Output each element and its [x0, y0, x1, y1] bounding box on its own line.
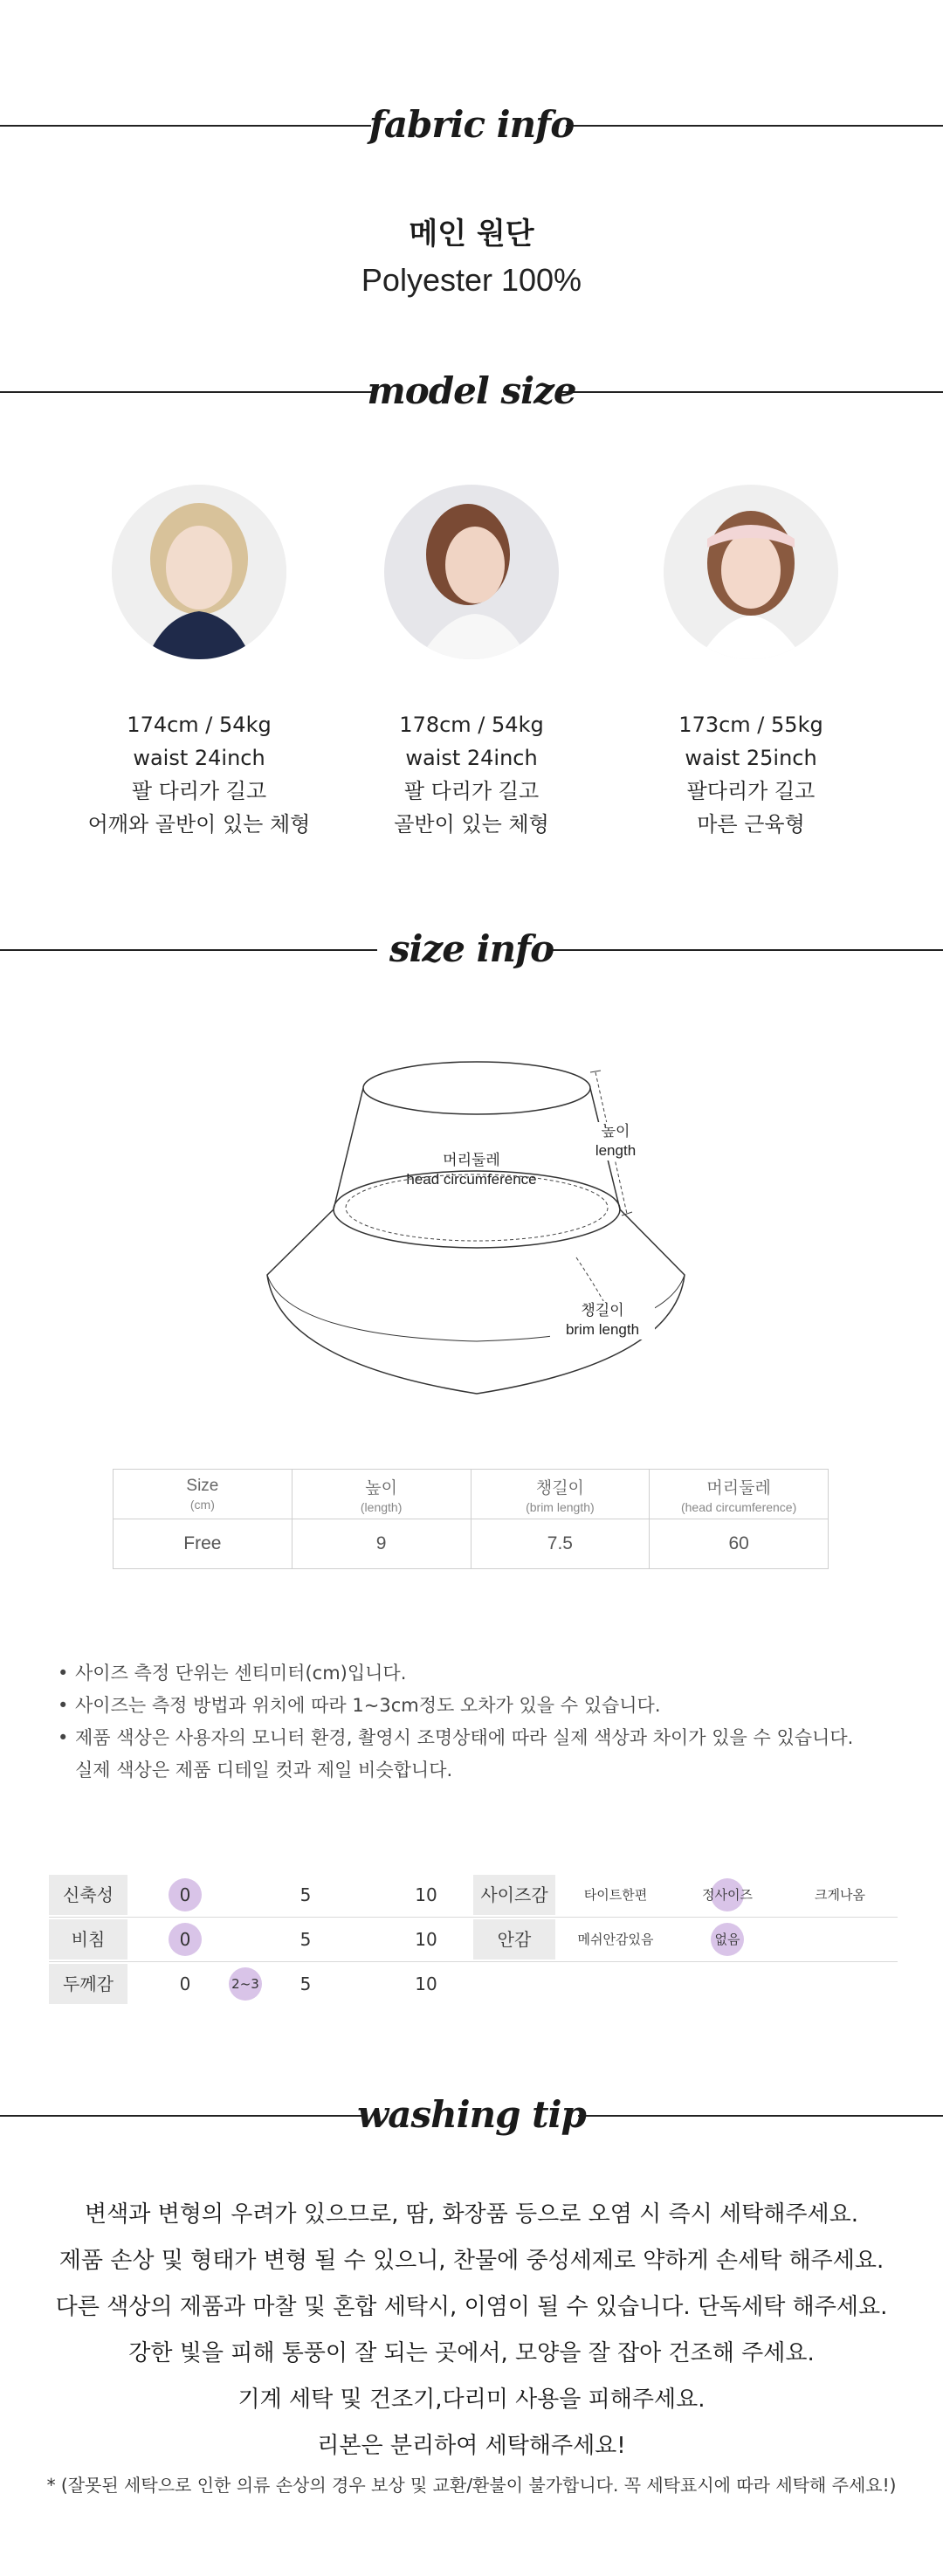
fabric-info-title: fabric info [368, 103, 575, 146]
thickness-option-5: 5 [299, 1973, 312, 1994]
note-item: • 사이즈 측정 단위는 센티미터(cm)입니다. [56, 1657, 894, 1690]
fabric-info-header [0, 99, 943, 151]
washing-line: 기계 세탁 및 건조기,다리미 사용을 피해주세요. [237, 2387, 706, 2413]
model-3-desc-1: 팔다리가 길고 [686, 779, 816, 803]
lining-option-none: 없음 [714, 1932, 740, 1947]
washing-line: 다른 색상의 제품과 마찰 및 혼합 세탁시, 이염이 될 수 있습니다. 단독세탁 해주세요. [55, 2294, 888, 2320]
stretch-option-5: 5 [299, 1884, 312, 1905]
stretch-option-10: 10 [415, 1884, 437, 1905]
sheer-label: 비침 [49, 1919, 127, 1960]
cell-length: 9 [292, 1519, 471, 1569]
size-info-header [0, 923, 943, 975]
size-table-header [114, 1470, 829, 1519]
note-item: • 제품 색상은 사용자의 모니터 환경, 촬영시 조명상태에 따라 실제 색상과 차이가 있을 수 있습니다. [56, 1722, 894, 1754]
head-label-en: head circumference [406, 1171, 537, 1188]
cell-brim-length: 7.5 [471, 1519, 650, 1569]
washing-tip-header [0, 2089, 943, 2141]
model-2-photo [384, 485, 559, 659]
model-size-title: model size [367, 369, 576, 412]
header-head-circumference: 머리둘레 (head circumference) [650, 1470, 829, 1519]
model-1-desc-1: 팔 다리가 길고 [131, 779, 267, 803]
model-3-photo [664, 485, 838, 659]
header-brim-length: 챙길이 (brim length) [471, 1470, 650, 1519]
brim-length-label [550, 1301, 655, 1340]
washing-line: 제품 손상 및 형태가 변형 될 수 있으니, 찬물에 중성세제로 약하게 손세탁 해주세요. [59, 2248, 884, 2274]
model-2-waist: waist 24inch [405, 746, 538, 770]
model-2-height-weight: 178cm / 54kg [399, 713, 544, 737]
model-size-header [0, 365, 943, 417]
fabric-main-label: 메인 원단 [409, 217, 534, 251]
size-info-title: size info [389, 927, 554, 970]
model-1-info [42, 708, 356, 841]
sheer-option-10: 10 [415, 1929, 437, 1950]
property-row-3 [49, 1962, 898, 2006]
sheer-option-0: 0 [179, 1929, 191, 1950]
stretch-label: 신축성 [49, 1875, 127, 1915]
brim-label-en: brim length [565, 1321, 640, 1338]
size-notes [56, 1657, 894, 1787]
brim-label-ko: 챙길이 [581, 1302, 624, 1319]
height-label [576, 1122, 655, 1161]
fit-option-large: 크게나옴 [815, 1887, 865, 1903]
property-row-2 [49, 1918, 898, 1962]
header-size: Size (cm) [114, 1470, 293, 1519]
note-item-continued: 실제 색상은 제품 디테일 컷과 제일 비슷합니다. [75, 1760, 453, 1780]
model-3-waist: waist 25inch [685, 746, 817, 770]
washing-instructions [0, 2192, 943, 2469]
lining-option-mesh: 메쉬안감있음 [577, 1932, 654, 1947]
note-item: • 사이즈는 측정 방법과 위치에 따라 1~3cm정도 오차가 있을 수 있습니다. [56, 1690, 894, 1722]
washing-tip-title: washing tip [357, 2093, 586, 2136]
model-1-desc-2: 어깨와 골반이 있는 체형 [87, 812, 311, 837]
fabric-composition: Polyester 100% [361, 262, 582, 298]
cell-head-circumference: 60 [650, 1519, 829, 1569]
thickness-option-2-3: 2~3 [231, 1976, 259, 1992]
property-row-1 [49, 1873, 898, 1918]
thickness-option-10: 10 [415, 1973, 437, 1994]
header-length: 높이 (length) [292, 1470, 471, 1519]
model-3-info [594, 708, 908, 841]
size-table [113, 1469, 829, 1569]
model-1-waist: waist 24inch [133, 746, 265, 770]
sheer-option-5: 5 [299, 1929, 312, 1950]
model-2-desc-2: 골반이 있는 체형 [394, 812, 549, 837]
model-3-height-weight: 173cm / 55kg [678, 713, 823, 737]
height-label-en: length [595, 1142, 637, 1159]
height-label-ko: 높이 [601, 1123, 630, 1140]
thickness-label: 두께감 [49, 1964, 127, 2004]
lining-label: 안감 [473, 1919, 555, 1960]
table-row [114, 1519, 829, 1569]
stretch-option-0: 0 [179, 1884, 191, 1905]
cell-size: Free [114, 1519, 293, 1569]
model-2-desc-1: 팔 다리가 길고 [403, 779, 540, 803]
washing-line: 변색과 변형의 우려가 있으므로, 땀, 화장품 등으로 오염 시 즉시 세탁해주세요. [84, 2201, 859, 2228]
head-label-ko: 머리둘레 [443, 1152, 500, 1168]
model-3-desc-2: 마른 근육형 [697, 812, 805, 837]
model-1-photo [112, 485, 286, 659]
model-1-height-weight: 174cm / 54kg [127, 713, 272, 737]
washing-warning-note: * (잘못된 세탁으로 인한 의류 손상의 경우 보상 및 교환/환불이 불가합니다. 꼭 세탁표시에 따라 세탁해 주세요!) [46, 2475, 897, 2496]
thickness-option-0: 0 [179, 1973, 191, 1994]
head-circumference-label [384, 1151, 559, 1189]
washing-line: 리본은 분리하여 세탁해주세요! [317, 2433, 626, 2459]
model-2-info [314, 708, 629, 841]
fit-option-tight: 타이트한편 [583, 1887, 648, 1903]
fit-label: 사이즈감 [473, 1875, 555, 1915]
fit-option-regular: 정사이즈 [702, 1887, 753, 1903]
washing-line: 강한 빛을 피해 통풍이 잘 되는 곳에서, 모양을 잘 잡아 건조해 주세요. [128, 2340, 815, 2366]
bucket-hat-diagram [253, 1048, 699, 1415]
